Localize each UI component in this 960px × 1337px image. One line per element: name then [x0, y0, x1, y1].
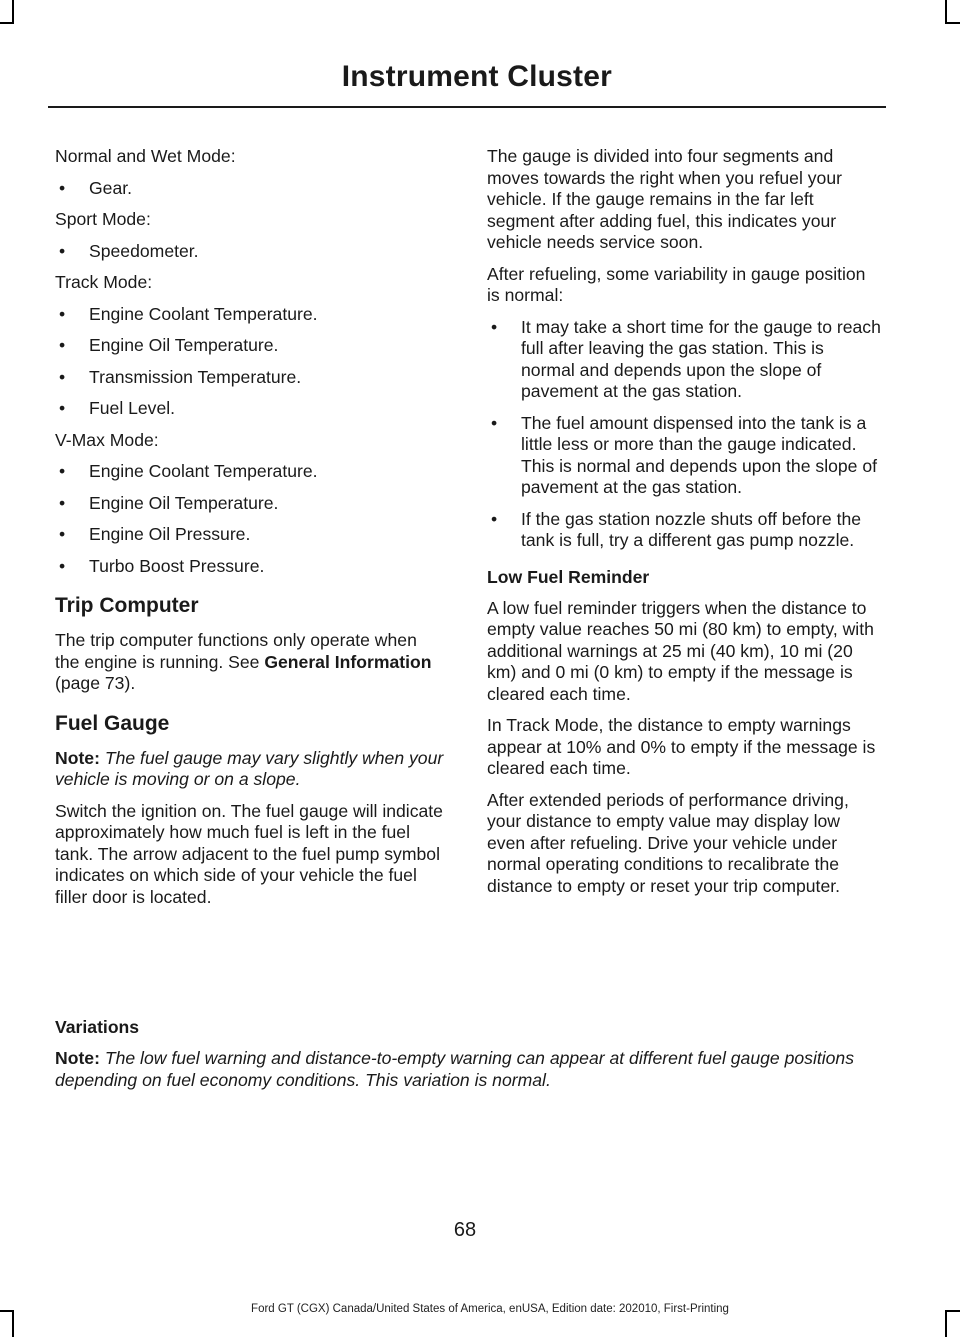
list-item: • Speedometer. [55, 241, 445, 263]
fuel-note [55, 748, 445, 791]
variations-note [55, 1048, 885, 1091]
left-column [55, 146, 445, 918]
crop-mark-bottom-right [945, 1310, 960, 1312]
list-item: • Engine Oil Temperature. [55, 335, 445, 357]
trip-text: The trip computer functions only operate when the engine is running. See [55, 630, 417, 672]
page-reference: (page 73). [55, 673, 136, 693]
list-item: • If the gas station nozzle shuts off before the tank is full, try a different gas pump nozzle. [487, 509, 882, 552]
list-item: • Turbo Boost Pressure. [55, 556, 445, 578]
right-column [487, 146, 882, 907]
crop-mark-top-left [12, 0, 14, 24]
crop-mark-top-right [945, 0, 947, 24]
list-item: • Fuel Level. [55, 398, 445, 420]
mode-label: Normal and Wet Mode: [55, 146, 236, 166]
variations-section [55, 1016, 885, 1101]
general-information-link[interactable]: General Information [264, 651, 432, 672]
mode-label: Sport Mode: [55, 209, 151, 229]
page-title: Instrument Cluster [341, 60, 612, 93]
crop-mark-top-left [0, 22, 14, 24]
track-mode-paragraph: In Track Mode, the distance to empty warnings appear at 10% and 0% to empty if the message is cleared each time. [487, 715, 876, 778]
crop-mark-bottom-left [0, 1310, 14, 1312]
list-item: • Transmission Temperature. [55, 367, 445, 389]
gauge-segments-paragraph: The gauge is divided into four segments and moves towards the right when you refuel your vehicle. If the gauge remains in the far left segment after adding fuel, this indicates your vehicle needs service soon. [487, 146, 842, 252]
crop-mark-bottom-right [945, 1310, 947, 1337]
performance-paragraph: After extended periods of performance driving, your distance to empty value may display low even after refueling. Drive your vehicle under normal operating conditions to recalibrate the distance to empty or reset your trip computer. [487, 789, 849, 896]
list-item: • The fuel amount dispensed into the tank is a little less or more than the gauge indicated. This is normal and depends upon the slope of pavement at the gas station. [487, 413, 882, 499]
edition-footer: Ford GT (CGX) Canada/United States of America, enUSA, Edition date: 202010, First-Printing [251, 1303, 729, 1315]
section-heading-trip-computer: Trip Computer [55, 594, 199, 617]
note-text: The fuel gauge may vary slightly when your vehicle is moving or on a slope. [55, 747, 444, 789]
section-heading-variations: Variations [55, 1017, 140, 1037]
list-item: • Engine Oil Pressure. [55, 524, 445, 546]
low-fuel-paragraph: A low fuel reminder triggers when the distance to empty value reaches 50 mi (80 km) to empty, with additional warnings at 25 mi (40 km), 10 mi (20 km) and 0 mi (0 km) to empty if the message is cleared each time. [487, 597, 874, 704]
header-divider [48, 106, 886, 108]
section-heading-low-fuel-reminder: Low Fuel Reminder [487, 566, 650, 587]
note-label: Note: [55, 747, 100, 768]
list-item: • Engine Coolant Temperature. [55, 461, 445, 483]
list-item: • Engine Oil Temperature. [55, 493, 445, 515]
crop-mark-top-right [945, 22, 960, 24]
list-item: • It may take a short time for the gauge to reach full after leaving the gas station. This is normal and depends upon the slope of pavement at the gas station. [487, 317, 882, 403]
trip-computer-paragraph [55, 630, 445, 695]
list-item: • Engine Coolant Temperature. [55, 304, 445, 326]
crop-mark-bottom-left [12, 1310, 14, 1337]
note-label: Note: [55, 1048, 100, 1068]
mode-label: Track Mode: [55, 272, 153, 292]
list-item: • Gear. [55, 178, 445, 200]
fuel-gauge-paragraph: Switch the ignition on. The fuel gauge will indicate approximately how much fuel is left in the fuel tank. The arrow adjacent to the fuel pump symbol indicates on which side of your vehicle the fuel filler door is located. [55, 800, 443, 907]
mode-label: V-Max Mode: [55, 429, 159, 450]
note-text: The low fuel warning and distance-to-empty warning can appear at different fuel gauge positions depending on fuel economy conditions. This variation is normal. [55, 1048, 855, 1090]
page-number: 68 [453, 1219, 477, 1241]
section-heading-fuel-gauge: Fuel Gauge [55, 711, 170, 735]
variability-paragraph: After refueling, some variability in gauge position is normal: [487, 263, 866, 305]
